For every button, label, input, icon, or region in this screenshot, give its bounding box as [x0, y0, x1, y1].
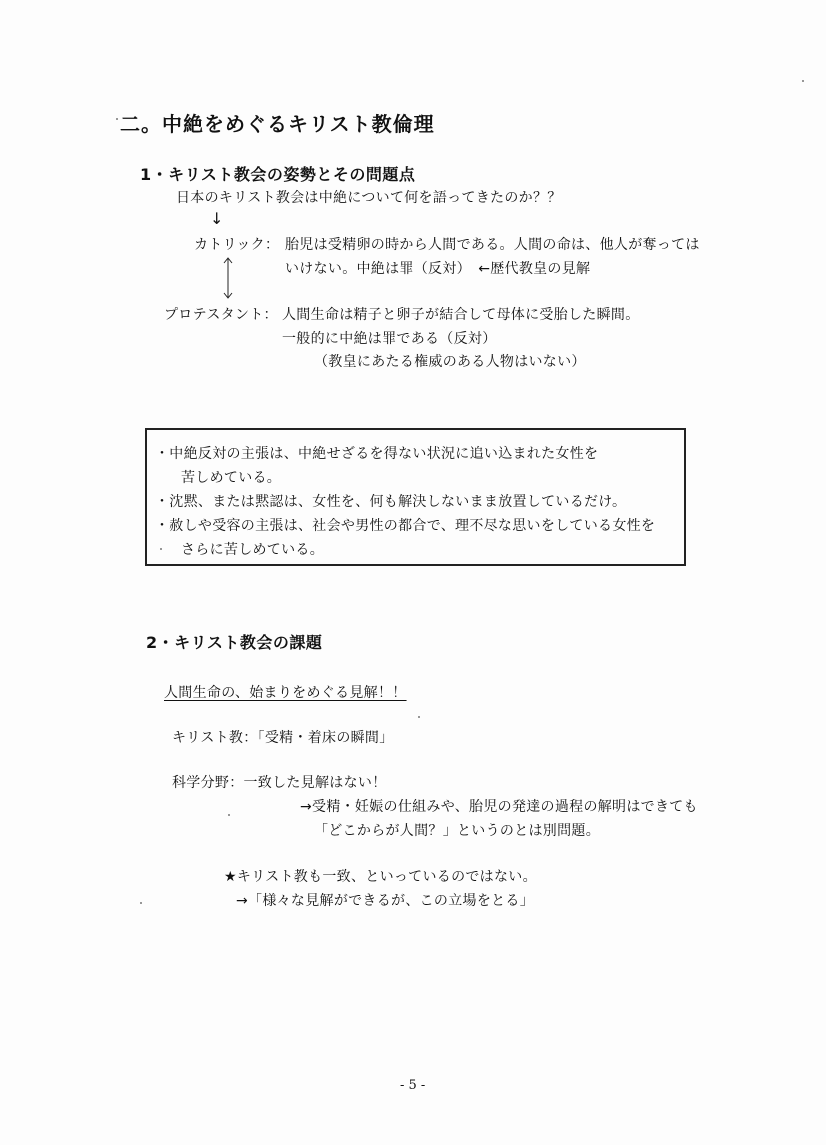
protestant-view-line1: 人間生命は精子と卵子が結合して母体に受胎した瞬間。: [282, 307, 640, 323]
double-arrow-icon: [222, 256, 234, 300]
scan-speck: [228, 814, 230, 816]
critique-box: [145, 428, 686, 566]
scan-speck: [116, 118, 118, 120]
critique-item-3-cont: さらに苦しめている。: [181, 542, 324, 558]
critique-item-1-cont: 苦しめている。: [181, 470, 282, 486]
science-note-line1: →受精・妊娠の仕組みや、胎児の発達の過程の解明はできても: [300, 799, 698, 815]
christian-view: キリスト教：「受精・着床の瞬間」: [172, 730, 394, 746]
scan-speck: [160, 548, 162, 550]
critique-item-2: ・沈黙、または黙認は、女性を、何も解決しないまま放置しているだけ。: [155, 494, 627, 510]
science-view: 科学分野：一致した見解はない！: [172, 775, 387, 791]
star-note: ★キリスト教も一致、といっているのではない。: [224, 869, 537, 885]
scan-speck: [802, 80, 804, 82]
section-title: 二。中絶をめぐるキリスト教倫理: [120, 112, 435, 136]
critique-item-1: ・中絶反対の主張は、中絶せざるを得ない状況に追い込まれた女性を: [155, 446, 599, 462]
scan-speck: [140, 902, 142, 904]
part1-heading: 1・キリスト教会の姿勢とその問題点: [140, 165, 416, 184]
science-note-line2: 「どこからが人間？」というのとは別問題。: [314, 823, 600, 839]
scan-speck: [418, 716, 420, 718]
down-arrow-icon: ↓: [210, 209, 224, 228]
protestant-label: プロテスタント：: [164, 307, 278, 323]
catholic-label: カトリック：: [194, 237, 280, 253]
protestant-view-line3: （教皇にあたる権威のある人物はいない）: [314, 354, 586, 370]
catholic-view-line1: 胎児は受精卵の時から人間である。人間の命は、他人が奪っては: [285, 237, 700, 253]
critique-item-3: ・赦しや受容の主張は、社会や男性の都合で、理不尽な思いをしている女性を: [155, 518, 656, 534]
part2-heading: 2・キリスト教会の課題: [146, 633, 323, 652]
catholic-view-line2: いけない。中絶は罪（反対） ←歴代教皇の見解: [285, 261, 591, 277]
page-number: - 5 -: [400, 1078, 426, 1093]
part2-subheading: 人間生命の、始まりをめぐる見解！！: [164, 685, 407, 701]
part1-question: 日本のキリスト教会は中絶について何を語ってきたのか？？: [176, 190, 562, 206]
star-note-line2: →「様々な見解ができるが、この立場をとる」: [236, 893, 535, 909]
protestant-view-line2: 一般的に中絶は罪である（反対）: [282, 331, 497, 347]
